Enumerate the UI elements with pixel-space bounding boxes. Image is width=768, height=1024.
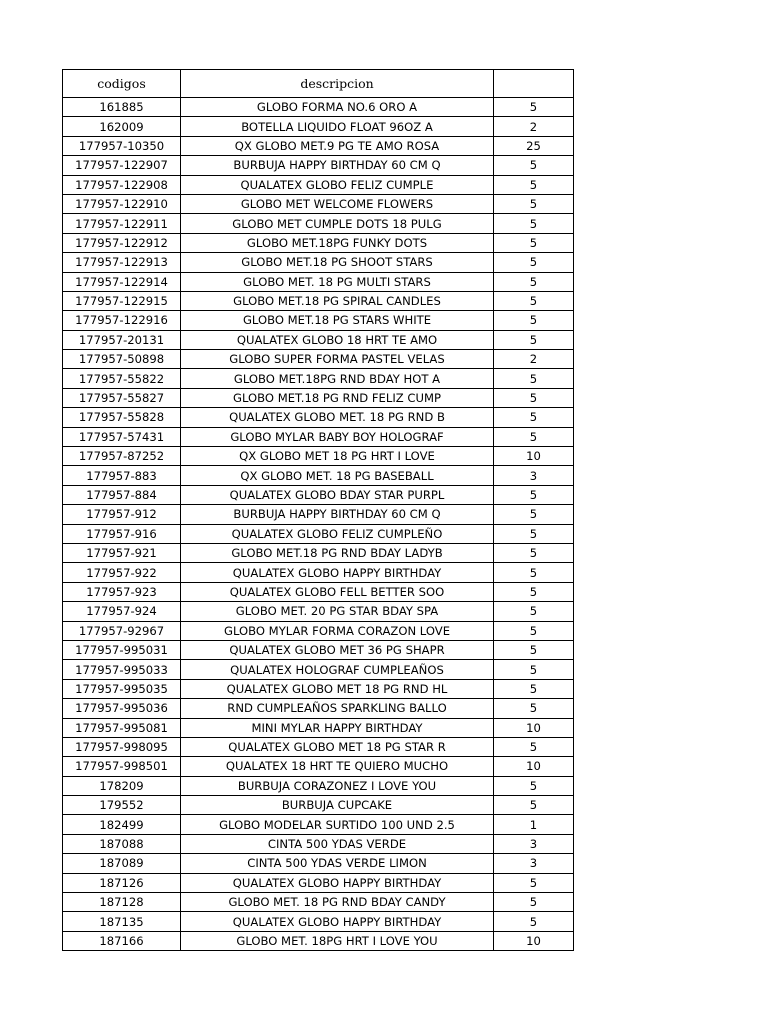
- cell-cantidad: 5: [494, 253, 574, 272]
- cell-descripcion: GLOBO MET. 18 PG RND BDAY CANDY: [181, 893, 494, 912]
- cell-descripcion: CINTA 500 YDAS VERDE LIMON: [181, 854, 494, 873]
- cell-cantidad: 5: [494, 427, 574, 446]
- cell-descripcion: GLOBO MET.18PG FUNKY DOTS: [181, 233, 494, 252]
- cell-cantidad: 5: [494, 156, 574, 175]
- cell-codigo: 177957-122911: [63, 214, 181, 233]
- cell-codigo: 177957-10350: [63, 136, 181, 155]
- table-row: [63, 621, 574, 640]
- table-row: [63, 893, 574, 912]
- cell-cantidad: 3: [494, 466, 574, 485]
- cell-codigo: 161885: [63, 98, 181, 117]
- table-row: [63, 505, 574, 524]
- cell-descripcion: BURBUJA CUPCAKE: [181, 796, 494, 815]
- table-row: [63, 854, 574, 873]
- cell-descripcion: QUALATEX GLOBO HAPPY BIRTHDAY: [181, 873, 494, 892]
- inventory-table: [62, 69, 574, 951]
- cell-cantidad: 5: [494, 485, 574, 504]
- table-row: [63, 156, 574, 175]
- cell-codigo: 177957-55827: [63, 388, 181, 407]
- cell-descripcion: QUALATEX GLOBO FELIZ CUMPLEÑO: [181, 524, 494, 543]
- cell-descripcion: GLOBO MET.18 PG STARS WHITE: [181, 311, 494, 330]
- cell-codigo: 182499: [63, 815, 181, 834]
- cell-cantidad: 5: [494, 660, 574, 679]
- cell-cantidad: 5: [494, 311, 574, 330]
- cell-cantidad: 5: [494, 640, 574, 659]
- cell-codigo: 177957-995081: [63, 718, 181, 737]
- cell-descripcion: GLOBO FORMA NO.6 ORO A: [181, 98, 494, 117]
- cell-cantidad: 5: [494, 582, 574, 601]
- cell-descripcion: QUALATEX 18 HRT TE QUIERO MUCHO: [181, 757, 494, 776]
- cell-cantidad: 5: [494, 621, 574, 640]
- table-row: [63, 117, 574, 136]
- cell-cantidad: 10: [494, 447, 574, 466]
- cell-descripcion: QUALATEX GLOBO HAPPY BIRTHDAY: [181, 563, 494, 582]
- cell-codigo: 177957-92967: [63, 621, 181, 640]
- table-row: [63, 194, 574, 213]
- cell-codigo: 179552: [63, 796, 181, 815]
- cell-codigo: 187128: [63, 893, 181, 912]
- cell-codigo: 177957-998095: [63, 737, 181, 756]
- cell-codigo: 178209: [63, 776, 181, 795]
- table-row: [63, 563, 574, 582]
- cell-cantidad: 5: [494, 699, 574, 718]
- cell-cantidad: 5: [494, 272, 574, 291]
- table-row: [63, 350, 574, 369]
- table-row: [63, 873, 574, 892]
- cell-cantidad: 5: [494, 330, 574, 349]
- cell-codigo: 187089: [63, 854, 181, 873]
- cell-cantidad: 10: [494, 757, 574, 776]
- header-row: [63, 70, 574, 98]
- cell-descripcion: GLOBO MET.18PG RND BDAY HOT A: [181, 369, 494, 388]
- cell-descripcion: GLOBO MODELAR SURTIDO 100 UND 2.5: [181, 815, 494, 834]
- cell-codigo: 177957-995036: [63, 699, 181, 718]
- table-row: [63, 330, 574, 349]
- table-row: [63, 388, 574, 407]
- cell-descripcion: BURBUJA HAPPY BIRTHDAY 60 CM Q: [181, 505, 494, 524]
- cell-codigo: 177957-916: [63, 524, 181, 543]
- table-row: [63, 291, 574, 310]
- cell-cantidad: 5: [494, 194, 574, 213]
- table-row: [63, 447, 574, 466]
- cell-codigo: 187088: [63, 834, 181, 853]
- cell-cantidad: 5: [494, 524, 574, 543]
- cell-descripcion: QUALATEX GLOBO HAPPY BIRTHDAY: [181, 912, 494, 931]
- cell-descripcion: GLOBO MET. 20 PG STAR BDAY SPA: [181, 602, 494, 621]
- cell-descripcion: QUALATEX GLOBO FELL BETTER SOO: [181, 582, 494, 601]
- cell-cantidad: 5: [494, 563, 574, 582]
- cell-cantidad: 1: [494, 815, 574, 834]
- table-row: [63, 369, 574, 388]
- table-row: [63, 660, 574, 679]
- table-row: [63, 602, 574, 621]
- table-row: [63, 718, 574, 737]
- cell-descripcion: QX GLOBO MET 18 PG HRT I LOVE: [181, 447, 494, 466]
- cell-codigo: 177957-87252: [63, 447, 181, 466]
- cell-codigo: 177957-998501: [63, 757, 181, 776]
- table-row: [63, 466, 574, 485]
- table-row: [63, 776, 574, 795]
- cell-descripcion: RND CUMPLEAÑOS SPARKLING BALLO: [181, 699, 494, 718]
- table-row: [63, 427, 574, 446]
- cell-codigo: 162009: [63, 117, 181, 136]
- table-row: [63, 136, 574, 155]
- cell-descripcion: GLOBO MET WELCOME FLOWERS: [181, 194, 494, 213]
- table-row: [63, 253, 574, 272]
- cell-codigo: 177957-20131: [63, 330, 181, 349]
- table-row: [63, 175, 574, 194]
- table-row: [63, 485, 574, 504]
- cell-cantidad: 5: [494, 175, 574, 194]
- table-body: [63, 98, 574, 951]
- table-row: [63, 233, 574, 252]
- cell-descripcion: BURBUJA CORAZONEZ I LOVE YOU: [181, 776, 494, 795]
- cell-descripcion: QUALATEX GLOBO MET. 18 PG RND B: [181, 408, 494, 427]
- cell-codigo: 177957-122907: [63, 156, 181, 175]
- table-row: [63, 796, 574, 815]
- cell-cantidad: 5: [494, 233, 574, 252]
- cell-descripcion: GLOBO MET.18 PG SPIRAL CANDLES: [181, 291, 494, 310]
- cell-cantidad: 10: [494, 718, 574, 737]
- table-row: [63, 815, 574, 834]
- cell-codigo: 177957-122912: [63, 233, 181, 252]
- cell-codigo: 177957-122910: [63, 194, 181, 213]
- cell-cantidad: 3: [494, 834, 574, 853]
- cell-codigo: 187135: [63, 912, 181, 931]
- cell-cantidad: 5: [494, 873, 574, 892]
- header-codigos: codigos: [63, 70, 181, 98]
- cell-descripcion: QUALATEX HOLOGRAF CUMPLEAÑOS: [181, 660, 494, 679]
- cell-cantidad: 25: [494, 136, 574, 155]
- cell-descripcion: QUALATEX GLOBO FELIZ CUMPLE: [181, 175, 494, 194]
- cell-cantidad: 3: [494, 854, 574, 873]
- cell-descripcion: GLOBO MYLAR FORMA CORAZON LOVE: [181, 621, 494, 640]
- cell-cantidad: 5: [494, 679, 574, 698]
- cell-descripcion: BURBUJA HAPPY BIRTHDAY 60 CM Q: [181, 156, 494, 175]
- cell-codigo: 177957-122913: [63, 253, 181, 272]
- cell-codigo: 177957-921: [63, 543, 181, 562]
- cell-descripcion: GLOBO SUPER FORMA PASTEL VELAS: [181, 350, 494, 369]
- cell-cantidad: 5: [494, 408, 574, 427]
- cell-descripcion: QX GLOBO MET. 18 PG BASEBALL: [181, 466, 494, 485]
- header-quantity: [494, 70, 574, 98]
- table-row: [63, 408, 574, 427]
- table-row: [63, 524, 574, 543]
- cell-cantidad: 10: [494, 931, 574, 950]
- cell-codigo: 177957-55828: [63, 408, 181, 427]
- table-row: [63, 699, 574, 718]
- cell-codigo: 177957-122916: [63, 311, 181, 330]
- table-row: [63, 912, 574, 931]
- cell-cantidad: 2: [494, 350, 574, 369]
- cell-descripcion: GLOBO MET.18 PG RND BDAY LADYB: [181, 543, 494, 562]
- table-row: [63, 931, 574, 950]
- table-row: [63, 214, 574, 233]
- cell-codigo: 177957-57431: [63, 427, 181, 446]
- table-row: [63, 98, 574, 117]
- cell-codigo: 177957-122908: [63, 175, 181, 194]
- cell-codigo: 177957-50898: [63, 350, 181, 369]
- cell-codigo: 177957-122915: [63, 291, 181, 310]
- cell-descripcion: GLOBO MET. 18PG HRT I LOVE YOU: [181, 931, 494, 950]
- cell-cantidad: 5: [494, 912, 574, 931]
- cell-cantidad: 5: [494, 893, 574, 912]
- cell-codigo: 177957-55822: [63, 369, 181, 388]
- cell-codigo: 177957-995031: [63, 640, 181, 659]
- cell-cantidad: 5: [494, 602, 574, 621]
- cell-cantidad: 5: [494, 505, 574, 524]
- table-row: [63, 757, 574, 776]
- cell-codigo: 177957-995035: [63, 679, 181, 698]
- cell-descripcion: QUALATEX GLOBO MET 18 PG RND HL: [181, 679, 494, 698]
- cell-descripcion: CINTA 500 YDAS VERDE: [181, 834, 494, 853]
- cell-codigo: 177957-922: [63, 563, 181, 582]
- table-row: [63, 834, 574, 853]
- cell-cantidad: 5: [494, 98, 574, 117]
- cell-codigo: 177957-884: [63, 485, 181, 504]
- cell-descripcion: GLOBO MYLAR BABY BOY HOLOGRAF: [181, 427, 494, 446]
- cell-descripcion: MINI MYLAR HAPPY BIRTHDAY: [181, 718, 494, 737]
- table-row: [63, 311, 574, 330]
- cell-descripcion: QUALATEX GLOBO MET 36 PG SHAPR: [181, 640, 494, 659]
- cell-cantidad: 5: [494, 737, 574, 756]
- cell-descripcion: GLOBO MET.18 PG SHOOT STARS: [181, 253, 494, 272]
- cell-cantidad: 5: [494, 388, 574, 407]
- cell-codigo: 177957-122914: [63, 272, 181, 291]
- table-row: [63, 640, 574, 659]
- cell-cantidad: 5: [494, 291, 574, 310]
- table-row: [63, 543, 574, 562]
- cell-codigo: 177957-883: [63, 466, 181, 485]
- header-descripcion: descripcion: [181, 70, 494, 98]
- cell-codigo: 187166: [63, 931, 181, 950]
- cell-descripcion: BOTELLA LIQUIDO FLOAT 96OZ A: [181, 117, 494, 136]
- cell-descripcion: GLOBO MET.18 PG RND FELIZ CUMP: [181, 388, 494, 407]
- cell-descripcion: QUALATEX GLOBO 18 HRT TE AMO: [181, 330, 494, 349]
- table-row: [63, 737, 574, 756]
- cell-codigo: 177957-924: [63, 602, 181, 621]
- table-row: [63, 582, 574, 601]
- cell-cantidad: 5: [494, 543, 574, 562]
- cell-descripcion: QUALATEX GLOBO BDAY STAR PURPL: [181, 485, 494, 504]
- cell-descripcion: QUALATEX GLOBO MET 18 PG STAR R: [181, 737, 494, 756]
- cell-cantidad: 5: [494, 214, 574, 233]
- cell-descripcion: GLOBO MET CUMPLE DOTS 18 PULG: [181, 214, 494, 233]
- cell-codigo: 177957-995033: [63, 660, 181, 679]
- cell-cantidad: 5: [494, 369, 574, 388]
- cell-descripcion: QX GLOBO MET.9 PG TE AMO ROSA: [181, 136, 494, 155]
- table-row: [63, 272, 574, 291]
- cell-descripcion: GLOBO MET. 18 PG MULTI STARS: [181, 272, 494, 291]
- cell-cantidad: 5: [494, 776, 574, 795]
- table-row: [63, 679, 574, 698]
- cell-cantidad: 5: [494, 796, 574, 815]
- cell-codigo: 177957-912: [63, 505, 181, 524]
- cell-codigo: 177957-923: [63, 582, 181, 601]
- cell-cantidad: 2: [494, 117, 574, 136]
- cell-codigo: 187126: [63, 873, 181, 892]
